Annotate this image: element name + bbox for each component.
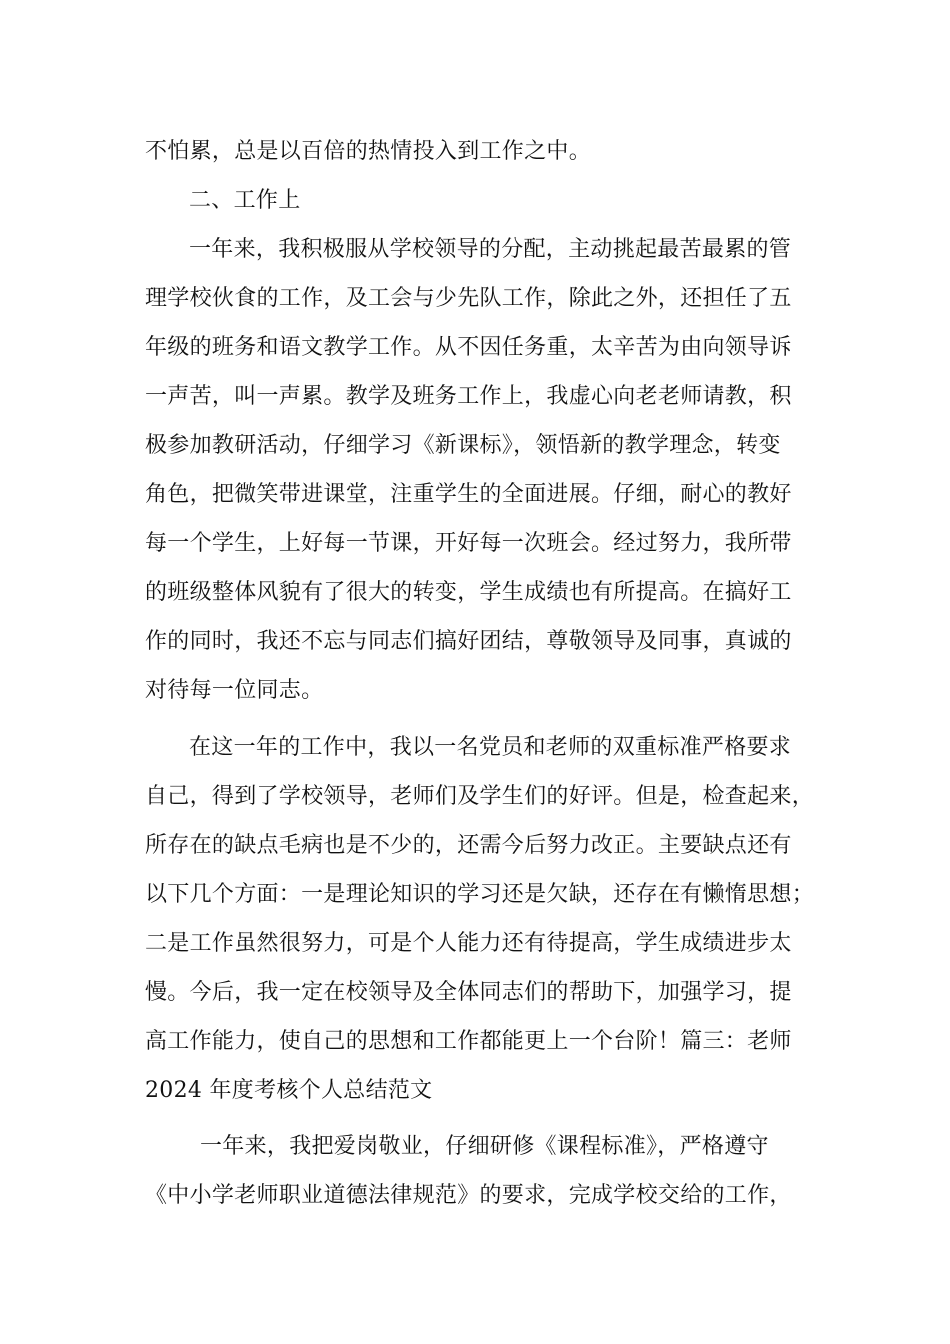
text-line: 以下几个方面：一是理论知识的学习还是欠缺，还存在有懒惰思想；	[145, 882, 815, 907]
text-line: 在这一年的工作中，我以一名党员和老师的双重标准严格要求	[189, 735, 792, 760]
text-line: 的班级整体风貌有了很大的转变，学生成绩也有所提高。在搞好工	[145, 580, 792, 605]
text-line: 理学校伙食的工作，及工会与少先队工作，除此之外，还担任了五	[145, 286, 792, 311]
text-line: 慢。今后，我一定在校领导及全体同志们的帮助下，加强学习，提	[145, 980, 792, 1005]
text-line: 极参加教研活动，仔细学习《新课标》，领悟新的教学理念，转变	[145, 433, 781, 458]
text-line: 作的同时，我还不忘与同志们搞好团结，尊敬领导及同事，真诚的	[145, 629, 792, 654]
text-line: 2024 年度考核个人总结范文	[145, 1078, 433, 1103]
text-line: 一声苦，叫一声累。教学及班务工作上，我虚心向老老师请教，积	[145, 384, 792, 409]
text-line: 自己，得到了学校领导，老师们及学生们的好评。但是，检查起来，	[145, 784, 815, 809]
text-line: 一年来，我积极服从学校领导的分配，主动挑起最苦最累的管	[189, 237, 792, 262]
text-line: 高工作能力，使自己的思想和工作都能更上一个台阶！篇三：老师	[145, 1029, 792, 1054]
section-heading: 二、工作上	[189, 188, 301, 213]
text-line: 所存在的缺点毛病也是不少的，还需今后努力改正。主要缺点还有	[145, 833, 792, 858]
text-line: 角色，把微笑带进课堂，注重学生的全面进展。仔细，耐心的教好	[145, 482, 792, 507]
text-line: 不怕累，总是以百倍的热情投入到工作之中。	[145, 139, 592, 164]
text-line: 对待每一位同志。	[145, 678, 324, 703]
text-line: 一年来，我把爱岗敬业，仔细研修《课程标准》，严格遵守	[200, 1134, 769, 1159]
text-line: 年级的班务和语文教学工作。从不因任务重，太辛苦为由向领导诉	[145, 335, 792, 360]
text-line: 《中小学老师职业道德法律规范》的要求，完成学校交给的工作，	[145, 1183, 792, 1208]
text-line: 二是工作虽然很努力，可是个人能力还有待提高，学生成绩进步太	[145, 931, 792, 956]
text-line: 每一个学生，上好每一节课，开好每一次班会。经过努力，我所带	[145, 531, 792, 556]
